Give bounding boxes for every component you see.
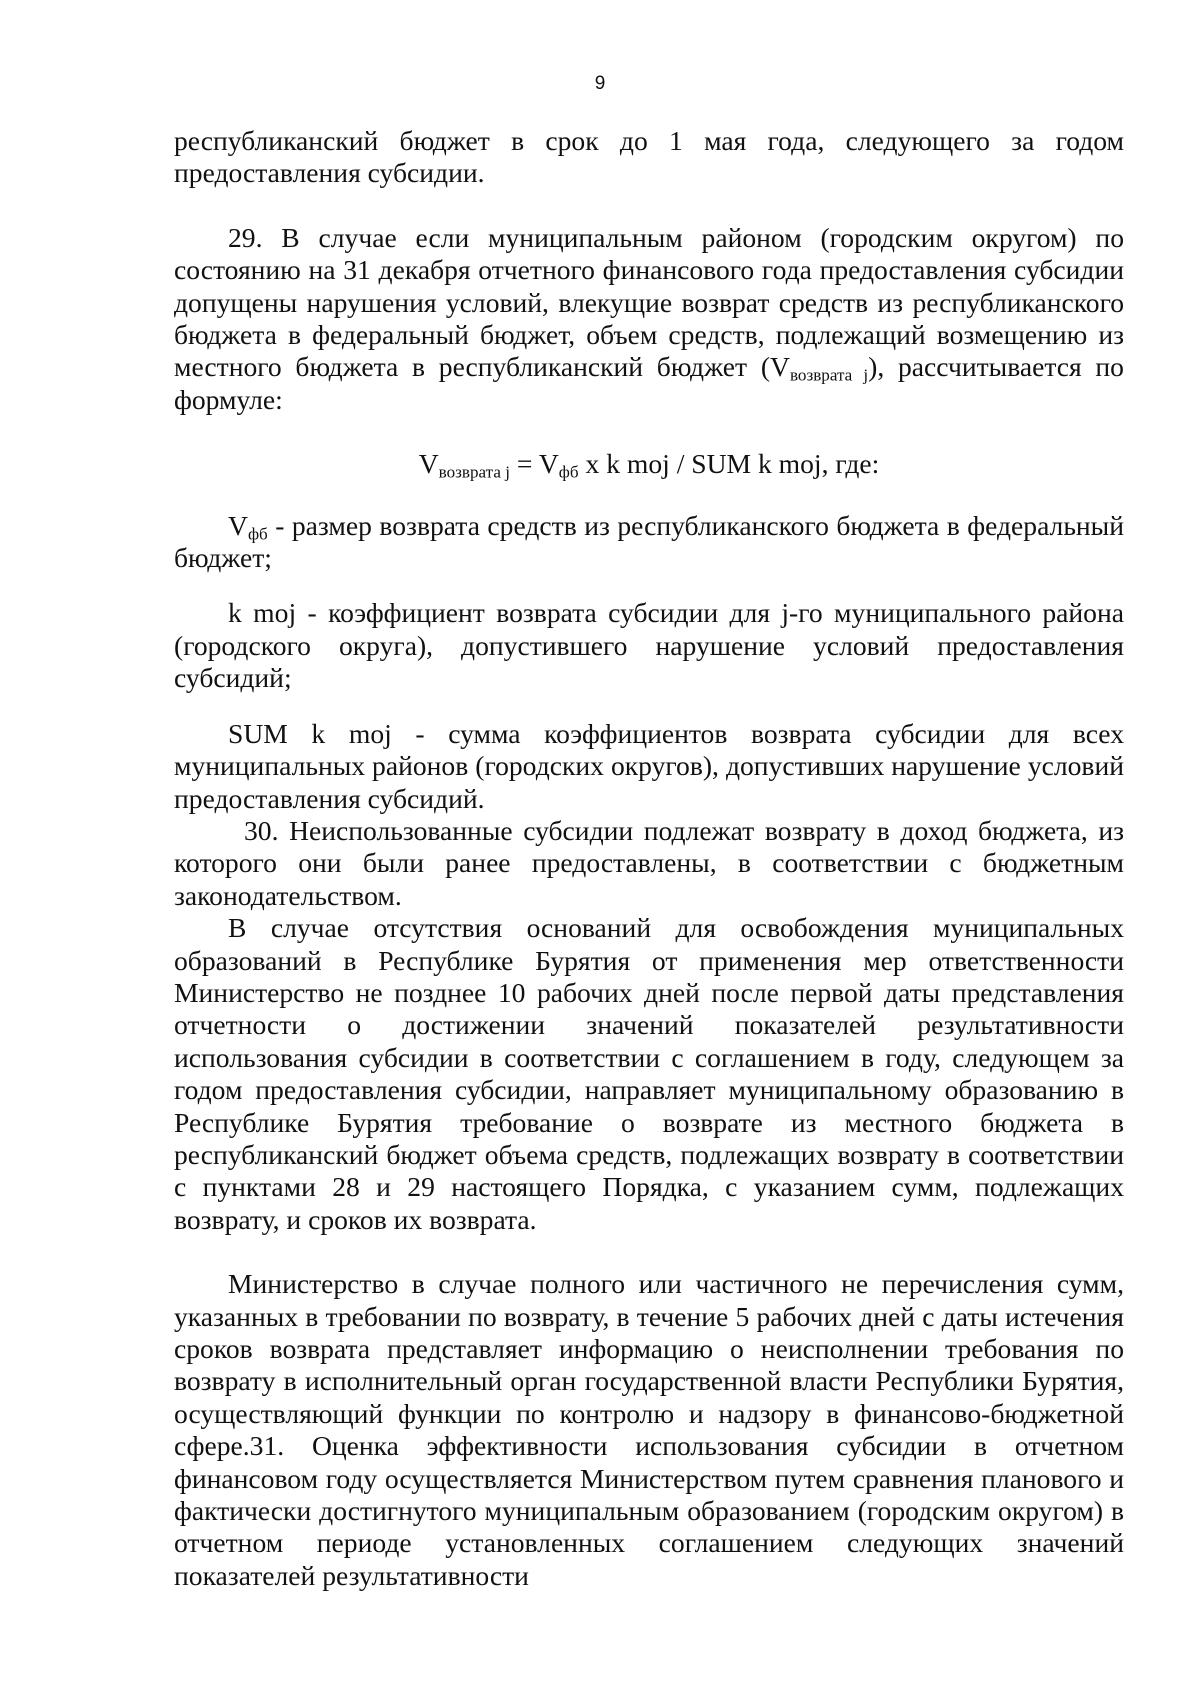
paragraph-clause-30: 30. Неиспользованные субсидии подлежат возврату в доход бюджета, из которого они были ранее предоставлены, в соответствии с бюджетным законодательством. — [174, 814, 1124, 911]
formula-equals: = V — [510, 448, 559, 480]
formula — [174, 448, 1124, 480]
clause-29-tail: ), рассчитывается по формуле: — [174, 351, 1124, 415]
paragraph-definition-vfb — [174, 510, 1124, 575]
formula-subscript-fb: фб — [558, 462, 579, 482]
formula-rest: x k moj / SUM k moj, где: — [578, 448, 880, 480]
clause-29-subscript: возврата j — [789, 365, 869, 385]
page-number: 9 — [594, 73, 606, 94]
paragraph-clause-29 — [174, 222, 1124, 416]
paragraph-definition-sum: SUM k moj - сумма коэффициентов возврата субсидии для всех муниципальных районов (городских округов), допустивших нарушение условий предоставления субсидий. — [174, 717, 1124, 814]
definition-vfb-text: - размер возврата средств из республиканского бюджета в федеральный бюджет; — [174, 509, 1124, 574]
document-body — [174, 125, 1124, 1592]
formula-v: V — [418, 448, 439, 480]
paragraph-ministry-info: Министерство в случае полного или частичного не перечисления сумм, указанных в требовании по возврату, в течение 5 рабочих дней с даты истечения сроков возврата представляет информацию о неисполнении требования по возврату в исполнительный орган государственной власти Республики Бурятия, осуществляющий функции по контролю и надзору в финансово-бюджетной сфере.31. Оценка эффективности использования субсидии в отчетном финансовом году осуществляется Министерством путем сравнения планового и фактически достигнутого муниципальным образованием (городским округом) в отчетном периоде установленных соглашением следующих значений показателей результативности — [174, 1268, 1124, 1591]
definition-vfb-symbol: V — [228, 509, 248, 541]
paragraph-continuation: республиканский бюджет в срок до 1 мая года, следующего за годом предоставления субсидии. — [174, 125, 1124, 189]
paragraph-definition-kmoj: k moj - коэффициент возврата субсидии для j-го муниципального района (городского округа), допустившего нарушение условий предоставления субсидий; — [174, 597, 1124, 694]
paragraph-return-demand: В случае отсутствия оснований для освобождения муниципальных образований в Республике Бурятия от применения мер ответственности Министерство не позднее 10 рабочих дней после первой даты представления отчетности о достижении значений показателей результативности использования субсидии в соответствии с соглашением в году, следующем за годом предоставления субсидии, направляет муниципальному образованию в Республике Бурятия требование о возврате из местного бюджета в республиканский бюджет объема средств, подлежащих возврату в соответствии с пунктами 28 и 29 настоящего Порядка, с указанием сумм, подлежащих возврату, и сроков их возврата. — [174, 912, 1124, 1235]
clause-29-text: 29. В случае если муниципальным районом (городским округом) по состоянию на 31 декабря отчетного финансового года предоставления субсидии допущены нарушения условий, влекущие возврат средств из республиканского бюджета в федеральный бюджет, объем средств, подлежащий возмещению из местного бюджета в республиканский бюджет (V — [174, 221, 1124, 383]
formula-subscript-return: возврата j — [438, 462, 510, 482]
definition-vfb-subscript: фб — [247, 523, 268, 543]
